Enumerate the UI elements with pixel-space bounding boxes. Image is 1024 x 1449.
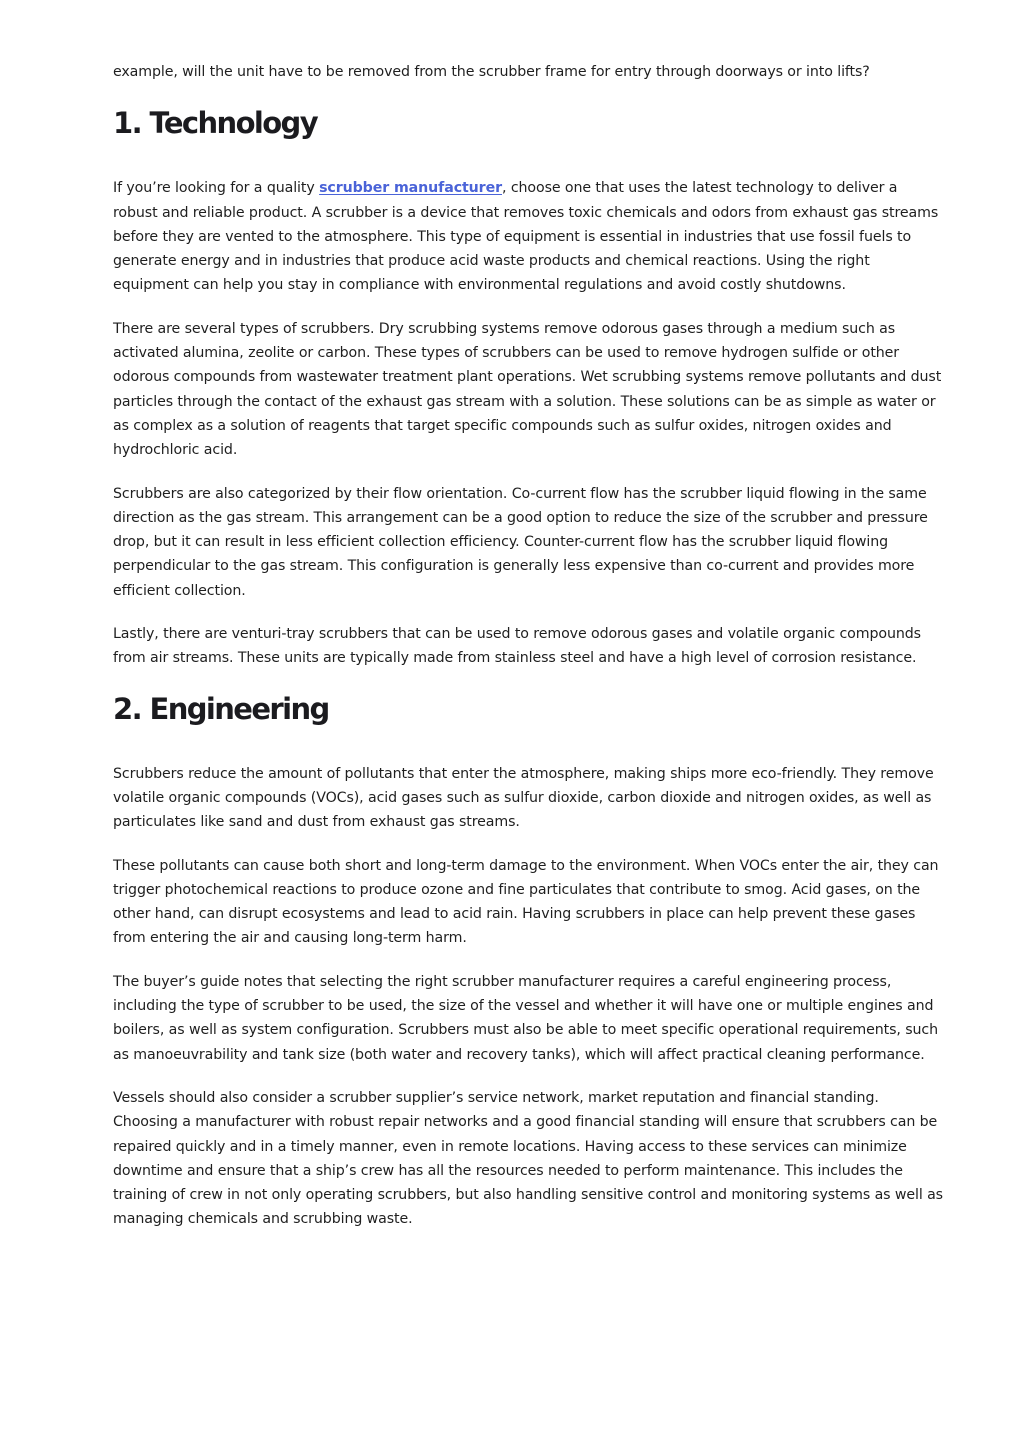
- technology-paragraph-4: Lastly, there are venturi-tray scrubbers that can be used to remove odorous gases and volatile organic compounds from air streams. These units are typically made from stainless steel and have a high level of corrosion resistance.: [113, 626, 921, 667]
- engineering-paragraph-1: Scrubbers reduce the amount of pollutants that enter the atmosphere, making ships more eco-friendly. They remove volatile organic compounds (VOCs), acid gases such as sulfur dioxide, carbon dioxide and nitrogen oxides, as well as particulates like sand and dust from exhaust gas streams.: [113, 765, 934, 831]
- paragraph-text: If you’re looking for a quality: [113, 180, 320, 197]
- technology-paragraph-2: There are several types of scrubbers. Dry scrubbing systems remove odorous gases through a medium such as activated alumina, zeolite or carbon. These types of scrubbers can be used to remove hydrogen sulfide or other odorous compounds from wastewater treatment plant operations. Wet scrubbing systems remove pollutants and dust particles through the contact of the exhaust gas stream with a solution. These solutions can be as simple as water or as complex as a solution of reagents that target specific compounds such as sulfur oxides, nitrogen oxides and hydrochloric acid.: [113, 320, 942, 459]
- technology-paragraph-1: [113, 176, 943, 297]
- engineering-paragraph-3: The buyer’s guide notes that selecting the right scrubber manufacturer requires a careful engineering process, including the type of scrubber to be used, the size of the vessel and whether it will have one or multiple engines and boilers, as well as system configuration. Scrubbers must also be able to meet specific operational requirements, such as manoeuvrability and tank size (both water and recovery tanks), which will affect practical cleaning performance.: [113, 973, 939, 1063]
- technology-paragraph-3: Scrubbers are also categorized by their flow orientation. Co-current flow has the scrubber liquid flowing in the same direction as the gas stream. This arrangement can be a good option to reduce the size of the scrubber and pressure drop, but it can result in less efficient collection efficiency. Counter-current flow has the scrubber liquid flowing perpendicular to the gas stream. This configuration is generally less expensive than co-current and provides more efficient collection.: [113, 485, 928, 599]
- engineering-paragraph-2: These pollutants can cause both short and long-term damage to the environment. When VOCs enter the air, they can trigger photochemical reactions to produce ozone and fine particulates that contribute to smog. Acid gases, on the other hand, can disrupt ecosystems and lead to acid rain. Having scrubbers in place can help prevent these gases from entering the air and causing long-term harm.: [113, 857, 939, 947]
- paragraph-text: , choose one that uses the latest technology to deliver a robust and reliable product. A scrubber is a device that removes toxic chemicals and odors from exhaust gas streams before they are vented to the atmosphere. This type of equipment is essential in industries that use fossil fuels to generate energy and in industries that produce acid waste products and chemical reactions. Using the right equipment can help you stay in compliance with environmental regulations and avoid costly shutdowns.: [113, 180, 939, 294]
- section-heading-technology: 1. Technology: [113, 106, 318, 141]
- engineering-paragraph-4: Vessels should also consider a scrubber supplier’s service network, market reputation and financial standing. Choosing a manufacturer with robust repair networks and a good financial standing will ensure that scrubbers can be repaired quickly and in a timely manner, even in remote locations. Having access to these services can minimize downtime and ensure that a ship’s crew has all the resources needed to perform maintenance. This includes the training of crew in not only operating scrubbers, but also handling sensitive control and monitoring systems as well as managing chemicals and scrubbing waste.: [113, 1089, 943, 1228]
- scrubber-manufacturer-link[interactable]: scrubber manufacturer: [319, 180, 502, 197]
- section-heading-engineering: 2. Engineering: [113, 691, 329, 726]
- article-body: [113, 60, 943, 1251]
- intro-paragraph: example, will the unit have to be removed from the scrubber frame for entry through doorways or into lifts?: [113, 64, 870, 80]
